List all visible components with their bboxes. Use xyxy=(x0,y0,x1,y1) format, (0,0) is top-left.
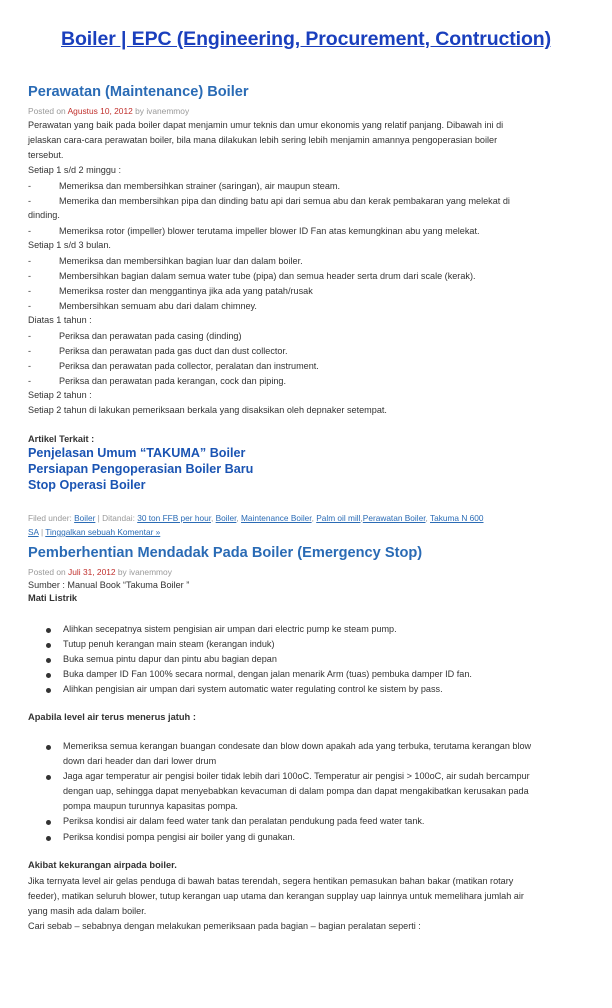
dash-marker: - xyxy=(28,376,32,386)
dash-marker: - xyxy=(28,346,32,356)
list-item xyxy=(28,226,588,238)
list-item xyxy=(28,361,588,373)
list-item xyxy=(28,181,588,193)
post-title-maintenance[interactable]: Perawatan (Maintenance) Boiler xyxy=(28,84,249,100)
tag-link[interactable]: Perawatan Boiler xyxy=(362,513,426,523)
bullet-marker xyxy=(46,820,51,825)
dash-marker: - xyxy=(28,271,32,281)
dash-marker: - xyxy=(28,256,32,266)
bullet-item: Tutup penuh kerangan main steam (kerangan induk) xyxy=(63,639,275,649)
post-author[interactable]: ivanemmoy xyxy=(129,567,172,577)
post-title-emergency-stop[interactable]: Pemberhentian Mendadak Pada Boiler (Emergency Stop) xyxy=(28,545,423,561)
bullet-marker xyxy=(46,673,51,678)
related-link-stop-operasi[interactable]: Stop Operasi Boiler xyxy=(28,478,146,492)
bullet-marker xyxy=(46,628,51,633)
post-meta xyxy=(28,567,172,577)
bullet-item-continuation: pompa maupun turunnya kapasitas pompa. xyxy=(63,801,238,811)
bullet-marker xyxy=(46,836,51,841)
bullet-item: Buka semua pintu dapur dan pintu abu bagian depan xyxy=(63,654,277,664)
list-item-text: Memeriksa dan membersihkan bagian luar dan dalam boiler. xyxy=(59,256,303,266)
paragraph-line: feeder), matikan seluruh blower, tutup kerangan uap utama dan kerangan supplay uap lainnya untuk memelihara jumlah air xyxy=(28,891,524,901)
list-item xyxy=(28,301,588,313)
section-heading: Diatas 1 tahun : xyxy=(28,315,92,325)
related-link-takuma[interactable]: Penjelasan Umum “TAKUMA” Boiler xyxy=(28,446,246,460)
post-meta xyxy=(28,106,189,116)
bullet-marker xyxy=(46,643,51,648)
bullet-item: Jaga agar temperatur air pengisi boiler tidak lebih dari 100oC. Temperatur air pengisi > 100oC, air sudah bercampur xyxy=(63,771,530,781)
post-date[interactable]: Juli 31, 2012 xyxy=(68,567,116,577)
by-label: by xyxy=(117,567,127,577)
list-item xyxy=(28,376,588,388)
bullet-item: Periksa kondisi air dalam feed water tank dan peralatan pendukung pada feed water tank. xyxy=(63,816,425,826)
bullet-item: Alihkan secepatnya sistem pengisian air umpan dari electric pump ke steam pump. xyxy=(63,624,397,634)
bullet-item: Alihkan pengisian air umpan dari system automatic water regulating control ke sistem by pass. xyxy=(63,684,443,694)
bullet-item: Periksa kondisi pompa pengisi air boiler yang di gunakan. xyxy=(63,832,296,842)
list-item xyxy=(28,256,588,268)
list-item xyxy=(28,331,588,343)
bullet-marker xyxy=(46,775,51,780)
bullet-item-continuation: down dari header dan dari lower drum xyxy=(63,756,217,766)
related-label: Artikel Terkait : xyxy=(28,434,95,444)
by-label: by xyxy=(135,106,144,116)
section-heading: Setiap 1 s/d 2 minggu : xyxy=(28,165,122,175)
section-heading: Setiap 1 s/d 3 bulan. xyxy=(28,240,111,250)
section-heading-kekurangan: Akibat kekurangan airpada boiler. xyxy=(28,860,177,870)
tag-link[interactable]: Palm oil mill xyxy=(316,513,361,523)
list-item-text: Periksa dan perawatan pada collector, peralatan dan instrument. xyxy=(59,361,319,371)
bullet-item: Buka damper ID Fan 100% secara normal, dengan jalan menarik Arm (tuas) pembuka damper ID fan. xyxy=(63,669,472,679)
tagged-label: | Ditandai: xyxy=(97,513,135,523)
section-heading-mati-listrik: Mati Listrik xyxy=(28,593,78,603)
bullet-marker xyxy=(46,688,51,693)
bullet-item-continuation: dengan uap, sehingga dapat menyebabkan kevacuman di dalam pompa dan dapat mengakibatkan kerusakan pada xyxy=(63,786,529,796)
site-title[interactable]: Boiler | EPC (Engineering, Procurement, Contruction) xyxy=(61,28,551,50)
paragraph-line: Cari sebab – sebabnya dengan melakukan pemeriksaan pada bagian – bagian peralatan seperti : xyxy=(28,921,421,931)
related-link-persiapan[interactable]: Persiapan Pengoperasian Boiler Baru xyxy=(28,462,254,476)
filed-under-label: Filed under: xyxy=(28,513,72,523)
tag-link[interactable]: 30 ton FFB per hour xyxy=(137,513,211,523)
post-footer-line2 xyxy=(28,527,160,537)
list-item xyxy=(28,271,588,283)
posted-on-label: Posted on xyxy=(28,567,66,577)
list-item-text: Memeriksa dan membersihkan strainer (saringan), air maupun steam. xyxy=(59,181,341,191)
list-item-continuation: dinding. xyxy=(28,210,60,220)
tag-link[interactable]: Takuma N 600 xyxy=(430,513,484,523)
section-text: Setiap 2 tahun di lakukan pemeriksaan berkala yang disaksikan oleh depnaker setempat. xyxy=(28,405,387,415)
list-item-text: Periksa dan perawatan pada gas duct dan dust collector. xyxy=(59,346,288,356)
post-date[interactable]: Agustus 10, 2012 xyxy=(67,106,133,116)
paragraph-line: yang masih ada dalam boiler. xyxy=(28,906,147,916)
list-item-text: Periksa dan perawatan pada kerangan, cock dan piping. xyxy=(59,376,286,386)
separator: | xyxy=(40,527,44,537)
intro-line: tersebut. xyxy=(28,150,64,160)
tag-link[interactable]: Maintenance Boiler xyxy=(241,513,312,523)
section-heading: Setiap 2 tahun : xyxy=(28,390,92,400)
dash-marker: - xyxy=(28,286,32,296)
dash-marker: - xyxy=(28,331,32,341)
post-footer-line1: Filed under: Boiler | Ditandai: 30 ton FFB per hour, Boiler, Maintenance Boiler, Palm oil mill,Perawatan Boiler, Takuma N 600 xyxy=(28,513,484,523)
list-item xyxy=(28,286,588,298)
dash-marker: - xyxy=(28,226,32,236)
dash-marker: - xyxy=(28,196,32,206)
intro-line: jelaskan cara-cara perawatan boiler, bila mana dilakukan lebih sering lebih menjamin amannya pengoperasian boiler xyxy=(28,135,498,145)
list-item-text: Memeriksa rotor (impeller) blower terutama impeller blower ID Fan atas kemungkinan abu yang melekat. xyxy=(59,226,480,236)
dash-marker: - xyxy=(28,181,32,191)
leave-comment-link[interactable]: Tinggalkan sebuah Komentar » xyxy=(45,527,161,537)
section-heading-level-air: Apabila level air terus menerus jatuh : xyxy=(28,712,196,722)
source-line: Sumber : Manual Book “Takuma Boiler ” xyxy=(28,580,190,590)
tag-link[interactable]: SA xyxy=(28,527,39,537)
bullet-marker xyxy=(46,658,51,663)
list-item-text: Memerika dan membersihkan pipa dan dinding batu api dari semua abu dan kerak pembakaran yang melekat di xyxy=(59,196,510,206)
bullet-marker xyxy=(46,745,51,750)
list-item xyxy=(28,196,588,208)
dash-marker: - xyxy=(28,361,32,371)
paragraph-line: Jika ternyata level air gelas penduga di bawah batas terendah, segera hentikan pemasukan bahan bakar (matikan rotary xyxy=(28,876,514,886)
intro-line: Perawatan yang baik pada boiler dapat menjamin umur teknis dan umur ekonomis yang relatif panjang. Dibawah ini di xyxy=(28,120,504,130)
bullet-item: Memeriksa semua kerangan buangan condesate dan blow down apakah ada yang terbuka, terutama kerangan blow xyxy=(63,741,532,751)
list-item-text: Membersihkan semuam abu dari dalam chimney. xyxy=(59,301,257,311)
category-link[interactable]: Boiler xyxy=(74,513,96,523)
dash-marker: - xyxy=(28,301,32,311)
list-item-text: Periksa dan perawatan pada casing (dinding) xyxy=(59,331,242,341)
tag-link[interactable]: Boiler xyxy=(215,513,237,523)
list-item-text: Membersihkan bagian dalam semua water tube (pipa) dan semua header serta drum dari scale (kerak). xyxy=(59,271,476,281)
post-author[interactable]: ivanemmoy xyxy=(146,106,190,116)
list-item-text: Memeriksa roster dan menggantinya jika ada yang patah/rusak xyxy=(59,286,313,296)
list-item xyxy=(28,346,588,358)
posted-on-label: Posted on xyxy=(28,106,66,116)
